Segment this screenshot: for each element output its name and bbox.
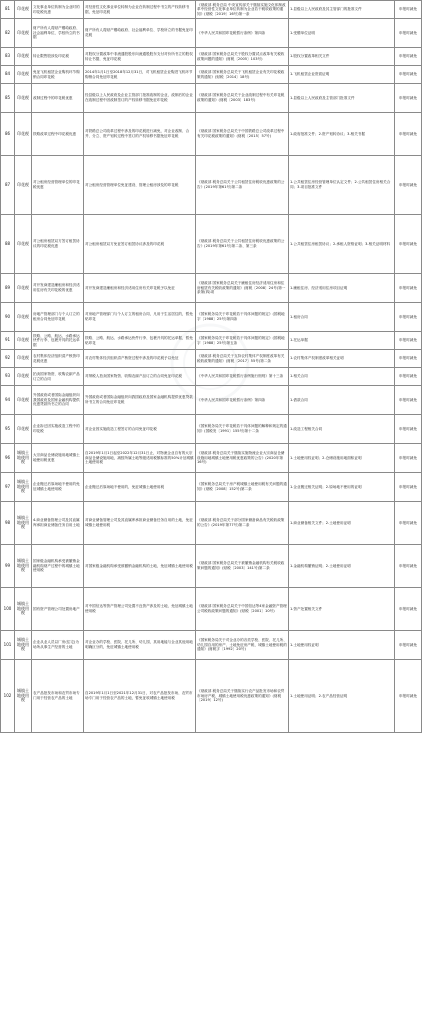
table-body bbox=[1, 1, 422, 733]
preference-item-cell: 拍卖国家物资、收购农副产品订立的合同 bbox=[32, 368, 84, 386]
tax-type-cell: 城镇土地使用税 bbox=[15, 588, 32, 631]
policy-basis-cell: 《财政部 税务总局 中央宣传部关于继续实施文化体制改革中经营性文化事业单位转制为企业若干税收政策的通知》(财税〔2019〕16号)第一条 bbox=[196, 1, 289, 19]
tax-type-cell: 印花税 bbox=[15, 332, 32, 350]
table-row bbox=[1, 350, 422, 368]
handling-method-cell: 申报时减免 bbox=[395, 545, 422, 588]
condition-cell: 企业搬迁后原场地不使用的，免征城镇土地使用税 bbox=[84, 473, 196, 502]
tax-type-cell: 城镇土地使用税 bbox=[15, 660, 32, 733]
tax-type-cell: 印花税 bbox=[15, 84, 32, 113]
condition-cell: 对铁路总公司改革过程中涉及的印花税进行减免，对企业改制、合并、分立、资产划转过程中签订的产权转移书据免征印花税 bbox=[84, 113, 196, 156]
handling-method-cell: 申报时减免 bbox=[395, 66, 422, 84]
required-materials-cell: 1.飞机租赁企业资质证明 bbox=[289, 66, 395, 84]
table-row bbox=[1, 1, 422, 19]
row-number-cell: 84 bbox=[1, 66, 15, 84]
table-row bbox=[1, 368, 422, 386]
handling-method-cell: 申报时减免 bbox=[395, 386, 422, 415]
preference-item-cell: 铁路、公路、航运、水路承运快件行李、包裹开具的托运单据 bbox=[32, 332, 84, 350]
tax-type-cell: 印花税 bbox=[15, 303, 32, 332]
tax-type-cell: 印花税 bbox=[15, 19, 32, 48]
condition-cell: 对中国信达等资产管理公司处置不良资产涉及的土地，免征城镇土地使用税 bbox=[84, 588, 196, 631]
policy-basis-cell: 《国家税务总局关于房产税城镇土地使用税有关问题的通知》(财税〔2008〕152号)第二条 bbox=[196, 473, 289, 502]
preference-item-cell: 财产所有人将财产赠给政府、社会福利单位、学校所立的书据 bbox=[32, 19, 84, 48]
condition-cell: 对企业因实施改造工程签订的合同免征印花税 bbox=[84, 415, 196, 444]
tax-type-cell: 城镇土地使用税 bbox=[15, 502, 32, 545]
handling-method-cell: 申报时减免 bbox=[395, 84, 422, 113]
policy-basis-cell: 《中华人民共和国印花税暂行条例施行细则》第十三条 bbox=[196, 368, 289, 386]
table-row bbox=[1, 545, 422, 588]
preference-item-cell: 企业从业人员以厂房(住宅)为场所从事生产经营的土地 bbox=[32, 631, 84, 660]
row-number-cell: 82 bbox=[1, 19, 15, 48]
required-materials-cell: 1.土地使用证明；2.农产品经营证明 bbox=[289, 660, 395, 733]
preference-item-cell: 对公租房租赁双方签订租赁协议的印花税优惠 bbox=[32, 215, 84, 274]
tax-type-cell: 印花税 bbox=[15, 386, 32, 415]
required-materials-cell: 1.县级以上人民政府及主管部门批准文件 bbox=[289, 84, 395, 113]
preference-item-cell: 大宗商品仓储设施用地城镇土地使用税优惠 bbox=[32, 444, 84, 473]
required-materials-cell: 1.托运单据 bbox=[289, 332, 395, 350]
policy-basis-cell: 《中华人民共和国印花税暂行条例》第四条 bbox=[196, 386, 289, 415]
tax-type-cell: 城镇土地使用税 bbox=[15, 545, 32, 588]
row-number-cell: 86 bbox=[1, 113, 15, 156]
row-number-cell: 97 bbox=[1, 473, 15, 502]
tax-type-cell: 印花税 bbox=[15, 66, 32, 84]
required-materials-cell: 1.租房合同 bbox=[289, 303, 395, 332]
row-number-cell: 85 bbox=[1, 84, 15, 113]
row-number-cell: 92 bbox=[1, 350, 15, 368]
required-materials-cell: 1.资产处置相关文件 bbox=[289, 588, 395, 631]
table-row bbox=[1, 444, 422, 473]
required-materials-cell: 1.农村集体产权制度改革相关证明 bbox=[289, 350, 395, 368]
policy-basis-cell: 《国家税务局关于印花税若干具体问题的规定》(国税地字〔1988〕25号)第四条 bbox=[196, 303, 289, 332]
table-row bbox=[1, 588, 422, 631]
handling-method-cell: 申报时减免 bbox=[395, 444, 422, 473]
policy-basis-cell: 《国家税务局关于印花税若干具体问题的规定》(国税地字〔1988〕25号)第五条 bbox=[196, 332, 289, 350]
preference-item-cell: 企业拆迁因实施改造工程中的印花税 bbox=[32, 415, 84, 444]
tax-type-cell: 印花税 bbox=[15, 1, 32, 19]
handling-method-cell: 申报时减免 bbox=[395, 631, 422, 660]
handling-method-cell: 申报时减免 bbox=[395, 1, 422, 19]
tax-type-cell: 印花税 bbox=[15, 368, 32, 386]
handling-method-cell: 申报时减免 bbox=[395, 473, 422, 502]
condition-cell: 对股权分置改革中非流通股股东向流通股股东支付对价所书立的股权转让书据，免征印花税 bbox=[84, 48, 196, 66]
required-materials-cell: 1.县级以上人民政府及其主管部门的批准文件 bbox=[289, 1, 395, 19]
condition-cell: 对国家级金融机构承受被撤销金融机构的土地，免征城镇土地使用税 bbox=[84, 545, 196, 588]
preference-item-cell: 房地产管理部门与个人订立的租房合同免征印花税 bbox=[32, 303, 84, 332]
policy-basis-cell: 《财政部 国家税务总局关于股权分置试点改革有关税收政策问题的通知》(财税〔2005〕103号) bbox=[196, 48, 289, 66]
handling-method-cell: 申报时减免 bbox=[395, 19, 422, 48]
row-number-cell: 101 bbox=[1, 631, 15, 660]
policy-basis-cell: 《财政部 国家税务总局关于被撤销金融机构有关税收政策问题的通知》(财税〔2003〕141号)第二条 bbox=[196, 545, 289, 588]
policy-basis-cell: 《财政部 税务总局关于支持农村集体产权制度改革有关税收政策的通知》(财税〔2017〕55号)第二条 bbox=[196, 350, 289, 368]
table-row bbox=[1, 113, 422, 156]
handling-method-cell: 申报时减免 bbox=[395, 215, 422, 274]
required-materials-cell: 1.借款合同 bbox=[289, 386, 395, 415]
condition-cell: 对农村集体经济组织清产核资过程中涉及的印花税予以免征 bbox=[84, 350, 196, 368]
condition-cell: 对商业储备管理公司及其直属库承担商业储备任务自用的土地，免征城镇土地使用税 bbox=[84, 502, 196, 545]
table-row bbox=[1, 415, 422, 444]
row-number-cell: 102 bbox=[1, 660, 15, 733]
table-row bbox=[1, 332, 422, 350]
row-number-cell: 96 bbox=[1, 444, 15, 473]
preference-item-cell: 外国政府或者国际金融组织向我国政府及国家金融机构提供优惠贷款所书立的合同 bbox=[32, 386, 84, 415]
preference-item-cell: 改制过程中的印花税优惠 bbox=[32, 84, 84, 113]
preference-item-cell: 农村集体经济组织清产核资印花税优惠 bbox=[32, 350, 84, 368]
tax-type-cell: 印花税 bbox=[15, 113, 32, 156]
required-materials-cell: 1.公共租赁住房租赁协议；2.承租人资格证明；3.相关证明材料 bbox=[289, 215, 395, 274]
tax-type-cell: 印花税 bbox=[15, 415, 32, 444]
row-number-cell: 94 bbox=[1, 386, 15, 415]
policy-basis-cell: 《财政部 税务总局关于部分国家储备商品有关税收政策的公告》(2019年第77号)第二条 bbox=[196, 502, 289, 545]
required-materials-cell: 1.股权分置改革相关文件 bbox=[289, 48, 395, 66]
row-number-cell: 93 bbox=[1, 368, 15, 386]
table-row bbox=[1, 303, 422, 332]
policy-basis-cell: 《财政部 国家税务总局关于中国铁路总公司改革过程中有关印花税政策的通知》(财税〔2015〕57号) bbox=[196, 113, 289, 156]
preference-item-cell: 文化事业单位转制为企业时的印花税优惠 bbox=[32, 1, 84, 19]
policy-basis-cell: 《财政部 国家税务总局关于廉租住房经济适用住房和住房租赁有关税收政策的通知》(财税〔2008〕24号)第一条第(四)项 bbox=[196, 274, 289, 303]
tax-type-cell: 印花税 bbox=[15, 48, 32, 66]
handling-method-cell: 申报时减免 bbox=[395, 332, 422, 350]
required-materials-cell: 1.公共租赁住房经营管理单位认定文件；2.公共租赁住房相关合同；3.项目批准文件 bbox=[289, 156, 395, 215]
handling-method-cell: 申报时减免 bbox=[395, 502, 422, 545]
condition-cell: 对企业办的学校、医院、托儿所、幼儿园，其用地能与企业其他用地明确区分的，免征城镇土地使用税 bbox=[84, 631, 196, 660]
table-row bbox=[1, 660, 422, 733]
preference-item-cell: 企业搬迁后原场地不使用的免征城镇土地使用税 bbox=[32, 473, 84, 502]
required-materials-cell: 1.廉租住房、经济适用住房项目证明 bbox=[289, 274, 395, 303]
table-row bbox=[1, 215, 422, 274]
condition-cell: 对公租房经营管理单位免征建设、管理公租房涉及的印花税 bbox=[84, 156, 196, 215]
condition-cell: 铁路、公路、航运、水路承运快件行李、包裹开具的托运单据，暂免贴印花 bbox=[84, 332, 196, 350]
policy-basis-cell: 《国家税务局关于印花税若干具体问题的解释和规定的通知》(国税发〔1991〕155号)第十二条 bbox=[196, 415, 289, 444]
tax-type-cell: 印花税 bbox=[15, 215, 32, 274]
condition-cell: 对公租房租赁双方免征签订租赁协议涉及的印花税 bbox=[84, 215, 196, 274]
handling-method-cell: 申报时减免 bbox=[395, 368, 422, 386]
table-row bbox=[1, 502, 422, 545]
handling-method-cell: 申报时减免 bbox=[395, 415, 422, 444]
table-row bbox=[1, 631, 422, 660]
preference-item-cell: 国有资产管理公司处置房地产 bbox=[32, 588, 84, 631]
tax-type-cell: 印花税 bbox=[15, 156, 32, 215]
preference-item-cell: 对开发商建造廉租房和经济适用住房有关印花税的优惠 bbox=[32, 274, 84, 303]
row-number-cell: 87 bbox=[1, 156, 15, 215]
policy-basis-cell: 《国家税务局关于对企业办的各类学校、医院、托儿所、幼儿园自用的房产、土地免征房产税、城镇土地使用税的通知》(财税字〔1992〕20号) bbox=[196, 631, 289, 660]
handling-method-cell: 申报时减免 bbox=[395, 156, 422, 215]
row-number-cell: 95 bbox=[1, 415, 15, 444]
required-materials-cell: 1.政府批准文件；2.资产划转协议；3.相关书据 bbox=[289, 113, 395, 156]
condition-cell: 自2019年1月1日起至2022年12月31日止，对物流企业自有的大宗商品仓储设施用地，减按所属土地等级适用税额标准的50%计征城镇土地使用税 bbox=[84, 444, 196, 473]
required-materials-cell: 1.受赠单位证明 bbox=[289, 19, 395, 48]
table-row bbox=[1, 66, 422, 84]
preference-item-cell: 铁路改革过程中印花税优惠 bbox=[32, 113, 84, 156]
preference-item-cell: 4.商业储备管理公司及其直属库承担商业储备任务自用土地 bbox=[32, 502, 84, 545]
table-row bbox=[1, 274, 422, 303]
tax-type-cell: 城镇土地使用税 bbox=[15, 444, 32, 473]
condition-cell: 对纳税人拍卖国家物资、收购农副产品订立的合同免征印花税 bbox=[84, 368, 196, 386]
preference-item-cell: 免征飞机租赁企业购机环节购销合同印花税 bbox=[32, 66, 84, 84]
row-number-cell: 81 bbox=[1, 1, 15, 19]
handling-method-cell: 申报时减免 bbox=[395, 274, 422, 303]
table-row bbox=[1, 156, 422, 215]
handling-method-cell: 申报时减免 bbox=[395, 588, 422, 631]
table-row bbox=[1, 473, 422, 502]
preference-item-cell: 对公租房经营管理单位的印花税优惠 bbox=[32, 156, 84, 215]
handling-method-cell: 申报时减免 bbox=[395, 303, 422, 332]
table-row bbox=[1, 19, 422, 48]
required-materials-cell: 1.土地使用权证明 bbox=[289, 631, 395, 660]
tax-type-cell: 印花税 bbox=[15, 350, 32, 368]
policy-basis-cell: 《财政部 国家税务总局关于中国信达等4家金融资产管理公司税收政策问题的通知》(财税〔2001〕10号) bbox=[196, 588, 289, 631]
condition-cell: 对经营性文化事业单位转制为企业在转制过程中书立的产权转移书据，免征印花税 bbox=[84, 1, 196, 19]
tax-type-cell: 印花税 bbox=[15, 274, 32, 303]
handling-method-cell: 申报时减免 bbox=[395, 113, 422, 156]
preference-item-cell: 转让限售股涉及印花税 bbox=[32, 48, 84, 66]
preference-item-cell: 农产品批发市场和农贸市场专门用于经营农产品的土地 bbox=[32, 660, 84, 733]
row-number-cell: 98 bbox=[1, 502, 15, 545]
policy-basis-cell: 《财政部 国家税务总局关于企业改制过程中有关印花税政策的通知》(财税〔2003〕183号) bbox=[196, 84, 289, 113]
condition-cell: 自2019年1月1日至2021年12月31日，对农产品批发市场、农贸市场专门用于经营农产品的土地，暂免征收城镇土地使用税 bbox=[84, 660, 196, 733]
condition-cell: 2014年1月1日至2018年12月31日，对飞机租赁企业购进飞机环节购销合同免征印花税 bbox=[84, 66, 196, 84]
row-number-cell: 91 bbox=[1, 332, 15, 350]
policy-basis-cell: 《中华人民共和国印花税暂行条例》第四条 bbox=[196, 19, 289, 48]
row-number-cell: 90 bbox=[1, 303, 15, 332]
preference-item-cell: 国家级金融机构承受被撤销金融机构财产过程中的城镇土地使用税 bbox=[32, 545, 84, 588]
tax-type-cell: 城镇土地使用税 bbox=[15, 473, 32, 502]
row-number-cell: 83 bbox=[1, 48, 15, 66]
required-materials-cell: 1.改造工程相关合同 bbox=[289, 415, 395, 444]
policy-basis-cell: 《财政部 国家税务总局关于飞机租赁企业有关印花税政策的通知》(财税〔2014〕18号) bbox=[196, 66, 289, 84]
row-number-cell: 100 bbox=[1, 588, 15, 631]
required-materials-cell: 1.金融机构撤销证明；2.土地使用证明 bbox=[289, 545, 395, 588]
row-number-cell: 88 bbox=[1, 215, 15, 274]
table-row bbox=[1, 48, 422, 66]
row-number-cell: 89 bbox=[1, 274, 15, 303]
policy-basis-cell: 《财政部 税务总局关于公共租赁住房税收优惠政策的公告》(2019年第61号)第二条、第三条 bbox=[196, 215, 289, 274]
required-materials-cell: 1.土地使用权证明；2.仓储设施用地面积证明 bbox=[289, 444, 395, 473]
row-number-cell: 99 bbox=[1, 545, 15, 588]
required-materials-cell: 1.相关合同 bbox=[289, 368, 395, 386]
tax-type-cell: 城镇土地使用税 bbox=[15, 631, 32, 660]
required-materials-cell: 1.企业搬迁相关证明；2.原场地不使用的证明 bbox=[289, 473, 395, 502]
policy-basis-cell: 《财政部 税务总局关于继续实施物流企业大宗商品仓储设施用地城镇土地使用税优惠政策的公告》(2020年第16号) bbox=[196, 444, 289, 473]
condition-cell: 对房地产管理部门与个人订立的租房合同，凡用于生活居住的，暂免贴印花 bbox=[84, 303, 196, 332]
handling-method-cell: 申报时减免 bbox=[395, 350, 422, 368]
policy-basis-cell: 《财政部 税务总局关于继续实行农产品批发市场和农贸市场房产税、城镇土地使用税优惠政策的通知》(财税〔2019〕12号) bbox=[196, 660, 289, 733]
handling-method-cell: 申报时减免 bbox=[395, 48, 422, 66]
table-row bbox=[1, 386, 422, 415]
policy-basis-cell: 《财政部 税务总局关于公共租赁住房税收优惠政策的公告》(2019年第61号)第二条 bbox=[196, 156, 289, 215]
table-row bbox=[1, 84, 422, 113]
required-materials-cell: 1.商业储备相关文件；2.土地使用证明 bbox=[289, 502, 395, 545]
condition-cell: 对开发商建造廉租房和经济适用住房有关印花税予以免征 bbox=[84, 274, 196, 303]
condition-cell: 财产所有人将财产赠给政府、社会福利单位、学校所立的书据免征印花税 bbox=[84, 19, 196, 48]
condition-cell: 经县级以上人民政府及企业主管部门批准改制的企业，改制后的企业在改制过程中因改制签订的产权转移书据免征印花税 bbox=[84, 84, 196, 113]
handling-method-cell: 申报时减免 bbox=[395, 660, 422, 733]
condition-cell: 外国政府或者国际金融组织向我国政府及国家金融机构提供优惠贷款所书立的合同免征印花税 bbox=[84, 386, 196, 415]
